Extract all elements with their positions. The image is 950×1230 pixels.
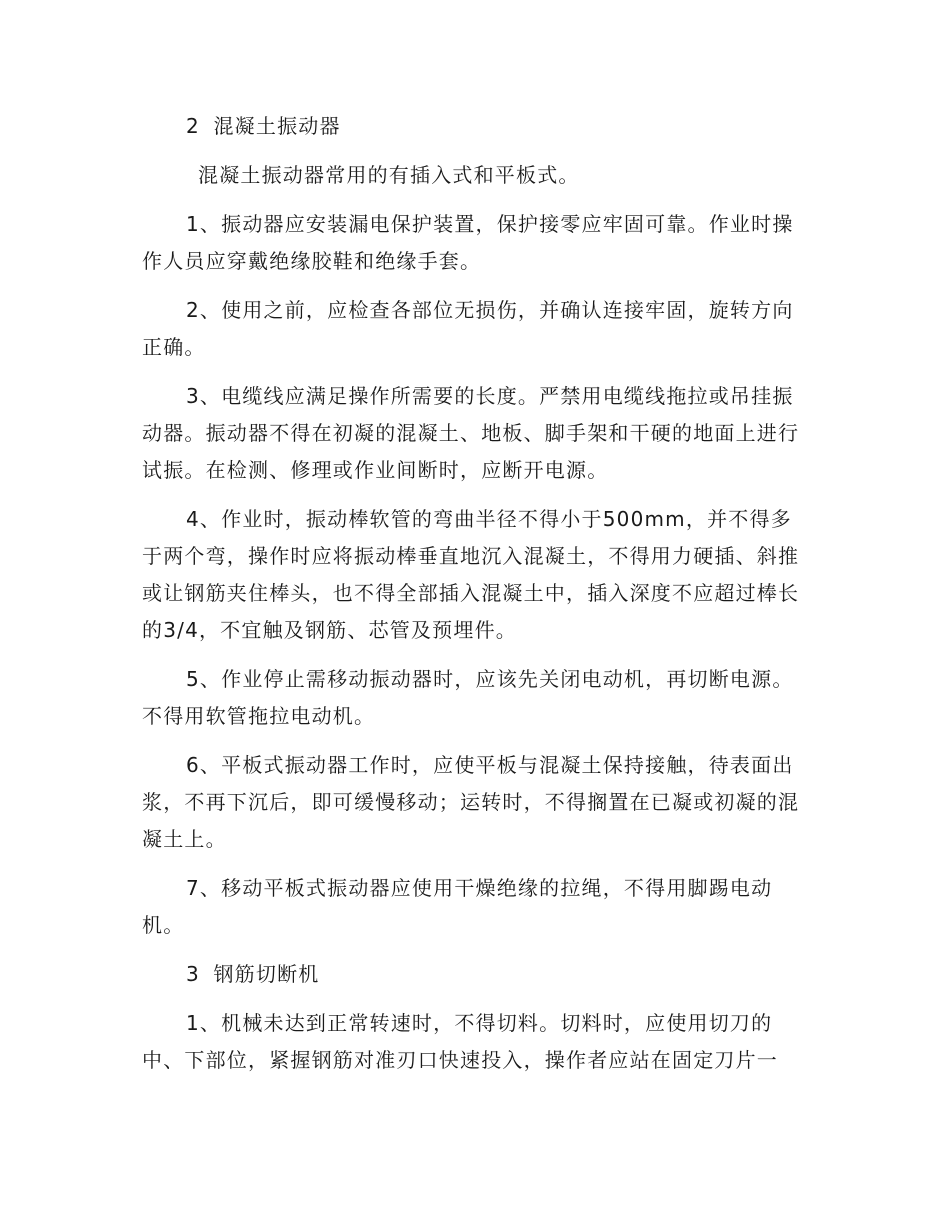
list-item: 1、振动器应安装漏电保护装置，保护接零应牢固可靠。作业时操作人员应穿戴绝缘胶鞋和绝缘手套。 (142, 212, 794, 273)
section-heading-rebar-cutter: 3 钢筋切断机 (186, 962, 320, 986)
list-item: 2、使用之前，应检查各部位无损伤，并确认连接牢固，旋转方向正确。 (142, 298, 794, 359)
document-body (142, 108, 808, 1091)
list-item: 5、作业停止需移动振动器时，应该先关闭电动机，再切断电源。不得用软管拖拉电动机。 (142, 667, 794, 728)
list-item: 4、作业时，振动棒软管的弯曲半径不得小于500mm，并不得多于两个弯，操作时应将振动棒垂直地沉入混凝土，不得用力硬插、斜推或让钢筋夹住棒头，也不得全部插入混凝土中，插入深度不应超过棒长的3/4，不宜触及钢筋、芯管及预埋件。 (142, 507, 800, 642)
list-item: 1、机械未达到正常转速时，不得切料。切料时，应使用切刀的中、下部位，紧握钢筋对准刃口快速投入，操作者应站在固定刀片一 (142, 1011, 778, 1072)
list-item: 6、平板式振动器工作时，应使平板与混凝土保持接触，待表面出浆，不再下沉后，即可缓慢移动；运转时，不得搁置在已凝或初凝的混凝土上。 (142, 753, 800, 851)
section-heading-concrete-vibrator: 2 混凝土振动器 (186, 114, 341, 138)
list-item: 7、移动平板式振动器应使用干燥绝缘的拉绳，不得用脚踢电动机。 (142, 876, 773, 937)
section-intro: 混凝土振动器常用的有插入式和平板式。 (198, 163, 580, 187)
list-item: 3、电缆线应满足操作所需要的长度。严禁用电缆线拖拉或吊挂振动器。振动器不得在初凝的混凝土、地板、脚手架和干硬的地面上进行试振。在检测、修理或作业间断时，应断开电源。 (142, 384, 800, 482)
